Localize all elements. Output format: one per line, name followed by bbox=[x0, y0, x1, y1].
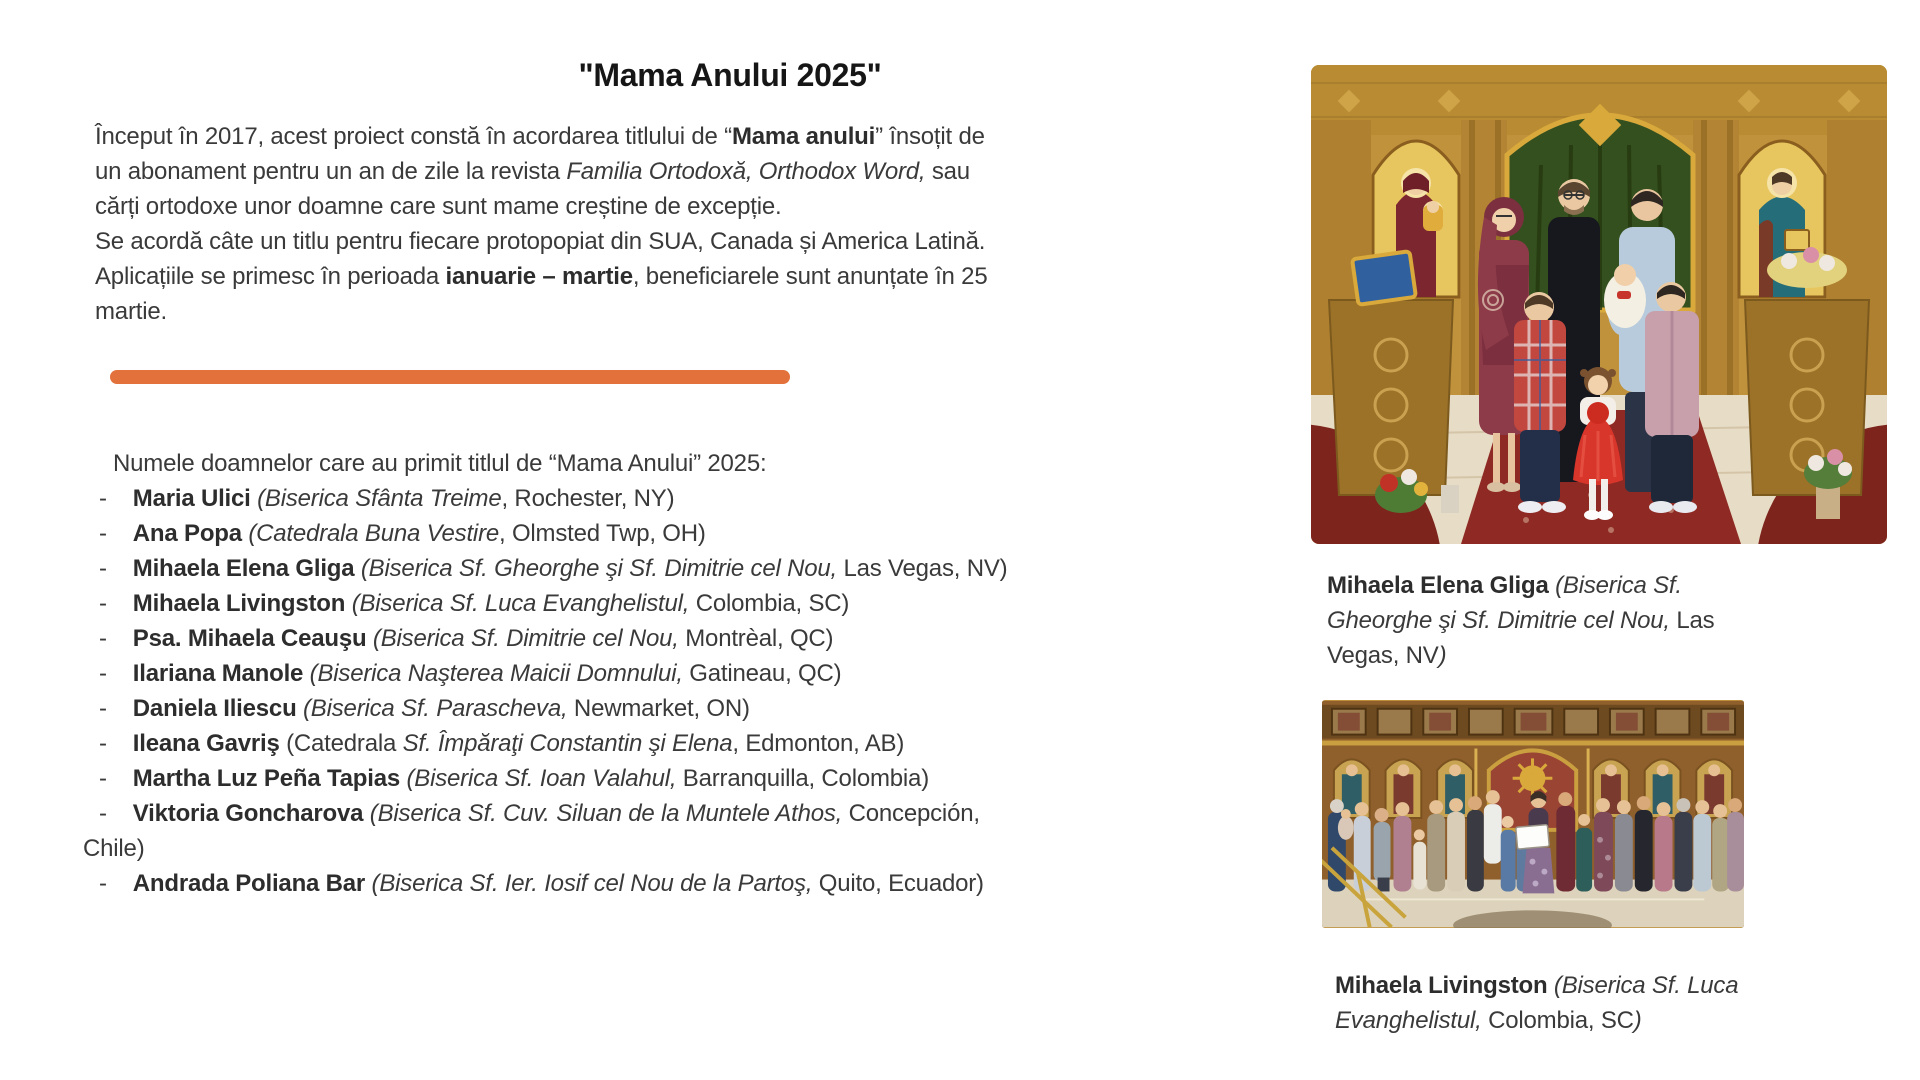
list-dash: - bbox=[99, 590, 107, 617]
text-segment: Viktoria Goncharova bbox=[132, 800, 364, 827]
text-line bbox=[95, 154, 1030, 189]
text-segment: (Biserica Sf. Luca bbox=[1553, 972, 1739, 999]
text-segment: (Biserica Sfânta Treime bbox=[257, 485, 502, 512]
text-segment: Colombia, SC) bbox=[689, 590, 850, 617]
winner-list-row bbox=[83, 516, 1333, 551]
list-dash: - bbox=[99, 625, 107, 652]
text-segment: Vegas, NV bbox=[1327, 642, 1439, 669]
text-segment: Daniela Iliescu bbox=[132, 695, 297, 722]
list-dash: - bbox=[99, 870, 107, 897]
text-segment: (Biserica Sf. Luca Evanghelistul, bbox=[351, 590, 690, 617]
text-segment: Las bbox=[1669, 607, 1715, 634]
certificate bbox=[1516, 825, 1550, 850]
text-segment: Gheorghe şi Sf. Dimitrie cel Nou, bbox=[1327, 607, 1670, 634]
list-dash: - bbox=[99, 800, 107, 827]
photo-caption-gliga bbox=[1327, 568, 1807, 673]
text-segment: (Biserica Sf. Parascheva, bbox=[303, 695, 568, 722]
list-dash: - bbox=[99, 695, 107, 722]
group-photo-illustration bbox=[1322, 700, 1744, 928]
text-segment: , Edmonton, AB) bbox=[732, 730, 905, 757]
text-segment: (Catedrala Buna Vestire bbox=[248, 520, 500, 547]
text-segment: cărți ortodoxe unor doamne care sunt mame creștine de excepție. bbox=[95, 193, 782, 220]
text-segment: Andrada Poliana Bar bbox=[132, 870, 366, 897]
text-line bbox=[95, 224, 1030, 259]
text-line bbox=[95, 189, 1030, 224]
list-dash: - bbox=[99, 520, 107, 547]
winner-list-row bbox=[83, 691, 1333, 726]
list-dash: - bbox=[99, 730, 107, 757]
text-segment: (Biserica Sf. Cuv. Siluan de la Muntele Athos, bbox=[369, 800, 843, 827]
text-segment: Colombia, SC bbox=[1481, 1007, 1634, 1034]
text-segment: , beneficiarele sunt anunțate în 25 bbox=[632, 263, 988, 290]
text-segment: Se acordă câte un titlu pentru fiecare protopopiat din SUA, Canada și America Latină. bbox=[95, 228, 986, 255]
list-dash: - bbox=[99, 660, 107, 687]
family-group bbox=[1478, 179, 1699, 520]
text-segment: Mihaela Livingston bbox=[1335, 972, 1548, 999]
photo-family-gliga bbox=[1311, 65, 1887, 544]
text-segment: Barranquilla, Colombia) bbox=[676, 765, 929, 792]
text-segment: Concepción, bbox=[842, 800, 980, 827]
text-segment: un abonament pentru un an de zile la revista bbox=[95, 158, 567, 185]
text-segment: Ilariana Manole bbox=[132, 660, 304, 687]
text-segment: Mihaela Elena Gliga bbox=[1327, 572, 1549, 599]
list-dash: - bbox=[99, 765, 107, 792]
winners-list-heading: Numele doamnelor care au primit titlul de “Mama Anului” 2025: bbox=[113, 450, 767, 477]
text-segment: (Biserica Sf. Ioan Valahul, bbox=[406, 765, 677, 792]
text-segment: (Biserica Sf. Ier. Iosif cel Nou de la Partoş, bbox=[371, 870, 813, 897]
text-line bbox=[95, 294, 1030, 329]
orange-divider bbox=[110, 370, 790, 384]
text-segment: Mihaela Elena Gliga bbox=[132, 555, 355, 582]
text-segment: Maria Ulici bbox=[132, 485, 251, 512]
text-segment: Familia Ortodoxă, Orthodox Word, bbox=[566, 158, 926, 185]
list-dash: - bbox=[99, 555, 107, 582]
text-segment: Chile) bbox=[83, 835, 145, 862]
text-segment: , Olmsted Twp, OH) bbox=[499, 520, 706, 547]
text-line bbox=[1335, 1003, 1815, 1038]
text-segment: sau bbox=[925, 158, 970, 185]
winner-list-row bbox=[83, 586, 1333, 621]
text-segment: Martha Luz Peña Tapias bbox=[132, 765, 401, 792]
text-segment: Quito, Ecuador) bbox=[812, 870, 984, 897]
boy-mauve-figure bbox=[1645, 282, 1699, 513]
text-segment: , Rochester, NY) bbox=[501, 485, 675, 512]
text-segment: Newmarket, ON) bbox=[567, 695, 750, 722]
text-line bbox=[1327, 603, 1807, 638]
winners-list bbox=[83, 481, 1333, 901]
text-segment: Las Vegas, NV) bbox=[837, 555, 1008, 582]
winner-list-row bbox=[83, 761, 1333, 796]
winner-list-row bbox=[83, 866, 1333, 901]
text-segment: Început în 2017, acest proiect constă în acordarea titlului de “ bbox=[95, 123, 732, 150]
winner-list-row bbox=[83, 656, 1333, 691]
list-dash: - bbox=[99, 485, 107, 512]
winner-list-row bbox=[83, 481, 1333, 516]
photo-group-livingston bbox=[1322, 700, 1744, 928]
text-line bbox=[1335, 968, 1815, 1003]
text-segment: Montrèal, QC) bbox=[678, 625, 834, 652]
text-segment: ) bbox=[1438, 642, 1447, 669]
text-segment: (Biserica Naşterea Maicii Domnului, bbox=[309, 660, 683, 687]
page-title: "Mama Anului 2025" bbox=[578, 57, 882, 93]
text-segment: Gatineau, QC) bbox=[682, 660, 842, 687]
text-line bbox=[95, 259, 1030, 294]
text-segment: Ileana Gavriş bbox=[132, 730, 280, 757]
text-segment: ” însoțit de bbox=[875, 123, 985, 150]
text-segment: martie. bbox=[95, 298, 167, 325]
text-line bbox=[95, 119, 1030, 154]
text-segment: Psa. Mihaela Ceauşu bbox=[132, 625, 367, 652]
text-segment: (Catedrala bbox=[279, 730, 403, 757]
text-segment: Ana Popa bbox=[132, 520, 242, 547]
winner-list-row bbox=[83, 831, 1333, 866]
winner-list-row bbox=[83, 621, 1333, 656]
winner-list-row bbox=[83, 551, 1333, 586]
text-line bbox=[1327, 568, 1807, 603]
winner-list-row bbox=[83, 796, 1333, 831]
text-segment: Sf. Împăraţi Constantin şi Elena bbox=[402, 730, 733, 757]
text-segment: Evanghelistul, bbox=[1335, 1007, 1482, 1034]
family-photo-illustration bbox=[1311, 65, 1887, 544]
text-segment: ianuarie – martie bbox=[445, 263, 633, 290]
text-segment: (Biserica Sf. Dimitrie cel Nou, bbox=[372, 625, 679, 652]
text-segment: (Biserica Sf. bbox=[1555, 572, 1682, 599]
text-line bbox=[1327, 638, 1807, 673]
text-segment: (Biserica Sf. Gheorghe şi Sf. Dimitrie cel Nou, bbox=[360, 555, 837, 582]
text-segment: Mihaela Livingston bbox=[132, 590, 346, 617]
winner-list-row bbox=[83, 726, 1333, 761]
text-segment: Aplicațiile se primesc în perioada bbox=[95, 263, 446, 290]
text-segment: ) bbox=[1633, 1007, 1642, 1034]
text-segment: Mama anului bbox=[731, 123, 876, 150]
boy-plaid-figure bbox=[1514, 292, 1566, 513]
intro-paragraph bbox=[95, 119, 1030, 329]
photo-caption-livingston bbox=[1335, 968, 1815, 1038]
